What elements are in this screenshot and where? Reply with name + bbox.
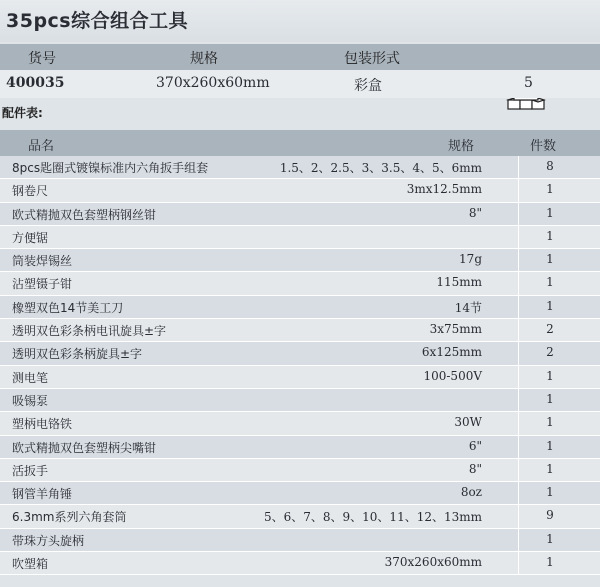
dimensions-label: 规格 — [190, 51, 218, 67]
item-name: 活扳手 — [12, 463, 49, 478]
item-spec: 17g — [459, 252, 482, 267]
table-row — [0, 272, 600, 295]
column-divider — [518, 389, 519, 411]
page-title: 35pcs综合组合工具 — [6, 10, 189, 32]
column-divider — [518, 366, 519, 388]
table-row — [0, 249, 600, 272]
item-name: 测电笔 — [12, 370, 49, 385]
item-name: 带珠方头旋柄 — [12, 533, 85, 548]
table-row — [0, 529, 600, 552]
item-qty: 1 — [546, 205, 554, 220]
item-spec: 8" — [468, 461, 482, 476]
column-divider — [518, 552, 519, 574]
column-divider — [518, 226, 519, 248]
item-spec: 6" — [468, 438, 482, 453]
table-row — [0, 156, 600, 179]
accessories-title: 配件表: — [2, 106, 43, 120]
item-qty: 1 — [546, 368, 554, 383]
item-spec: 8" — [468, 205, 482, 220]
column-divider — [518, 412, 519, 434]
table-row — [0, 366, 600, 389]
item-qty: 1 — [546, 555, 554, 570]
table-row — [0, 459, 600, 482]
table-row — [0, 319, 600, 342]
carton-qty-value: 5 — [524, 75, 533, 91]
item-name: 钢卷尺 — [12, 184, 49, 199]
table-row — [0, 482, 600, 505]
column-name-header: 品名 — [28, 139, 55, 154]
title-bar — [0, 0, 600, 42]
item-name: 橡塑双色14节美工刀 — [12, 300, 124, 315]
item-qty: 1 — [546, 298, 554, 313]
item-name: 透明双色彩条柄旋具±字 — [12, 347, 143, 362]
item-qty: 1 — [546, 182, 554, 197]
table-row — [0, 436, 600, 459]
item-qty: 1 — [546, 415, 554, 430]
column-divider — [518, 249, 519, 271]
column-divider — [518, 505, 519, 527]
column-divider — [518, 156, 519, 178]
table-row — [0, 296, 600, 319]
item-name: 塑柄电铬铁 — [12, 417, 73, 432]
item-name: 6.3mm系列六角套筒 — [12, 510, 127, 525]
item-qty: 2 — [546, 345, 554, 360]
item-spec: 8oz — [460, 485, 482, 500]
item-name: 吸锡泵 — [12, 393, 49, 408]
item-spec: 14节 — [454, 300, 482, 315]
table-row — [0, 203, 600, 226]
column-divider — [518, 203, 519, 225]
item-qty: 1 — [546, 531, 554, 546]
item-name: 钢管羊角锤 — [12, 487, 73, 502]
item-qty: 1 — [546, 485, 554, 500]
item-qty: 1 — [546, 461, 554, 476]
item-spec: 115mm — [436, 275, 482, 290]
item-qty: 1 — [546, 228, 554, 243]
table-header — [0, 130, 600, 156]
item-spec: 100-500V — [423, 368, 482, 383]
product-header-row — [0, 44, 600, 70]
table-body — [0, 156, 600, 575]
item-spec: 6x125mm — [421, 345, 482, 360]
table-row — [0, 412, 600, 435]
table-row — [0, 342, 600, 365]
item-no-value: 400035 — [6, 75, 65, 91]
item-name: 欧式精抛双色套塑柄钢丝钳 — [12, 207, 157, 222]
item-no-label: 货号 — [28, 51, 56, 67]
packaging-label: 包装形式 — [344, 51, 400, 67]
item-name: 沾塑镊子钳 — [12, 277, 73, 292]
item-spec: 5、6、7、8、9、10、11、12、13mm — [263, 510, 482, 525]
packaging-value: 彩盒 — [354, 78, 382, 94]
item-name: 透明双色彩条柄电讯旋具±字 — [12, 324, 167, 339]
table-row — [0, 552, 600, 575]
item-spec: 1.5、2、2.5、3、3.5、4、5、6mm — [279, 161, 482, 175]
table-row — [0, 389, 600, 412]
column-spec-header: 规格 — [448, 139, 475, 154]
column-divider — [518, 436, 519, 458]
item-qty: 1 — [546, 391, 554, 406]
column-qty-header: 件数 — [530, 139, 557, 154]
dimensions-value: 370x260x60mm — [156, 75, 270, 91]
item-qty: 1 — [546, 275, 554, 290]
item-spec: 370x260x60mm — [384, 555, 482, 570]
column-divider — [518, 529, 519, 551]
column-divider — [518, 459, 519, 481]
item-spec: 3mx12.5mm — [406, 182, 482, 197]
column-divider — [518, 319, 519, 341]
item-name: 筒装焊锡丝 — [12, 254, 73, 269]
column-divider — [518, 482, 519, 504]
item-spec: 30W — [454, 415, 482, 430]
item-qty: 9 — [546, 508, 554, 523]
accessories-table — [0, 130, 600, 575]
product-value-row — [0, 70, 600, 98]
column-divider — [518, 272, 519, 294]
item-name: 8pcs匙圈式镀镍标准内六角扳手组套 — [12, 161, 209, 175]
table-row — [0, 179, 600, 202]
item-qty: 1 — [546, 438, 554, 453]
table-row — [0, 505, 600, 528]
item-qty: 1 — [546, 252, 554, 267]
item-name: 吹塑箱 — [12, 557, 49, 572]
column-divider — [518, 296, 519, 318]
item-name: 方便锯 — [12, 230, 49, 245]
column-divider — [518, 342, 519, 364]
item-qty: 8 — [546, 159, 554, 173]
item-name: 欧式精抛双色套塑柄尖嘴钳 — [12, 440, 157, 455]
column-divider — [518, 179, 519, 201]
table-row — [0, 226, 600, 249]
item-qty: 2 — [546, 322, 554, 337]
item-spec: 3x75mm — [429, 322, 482, 337]
